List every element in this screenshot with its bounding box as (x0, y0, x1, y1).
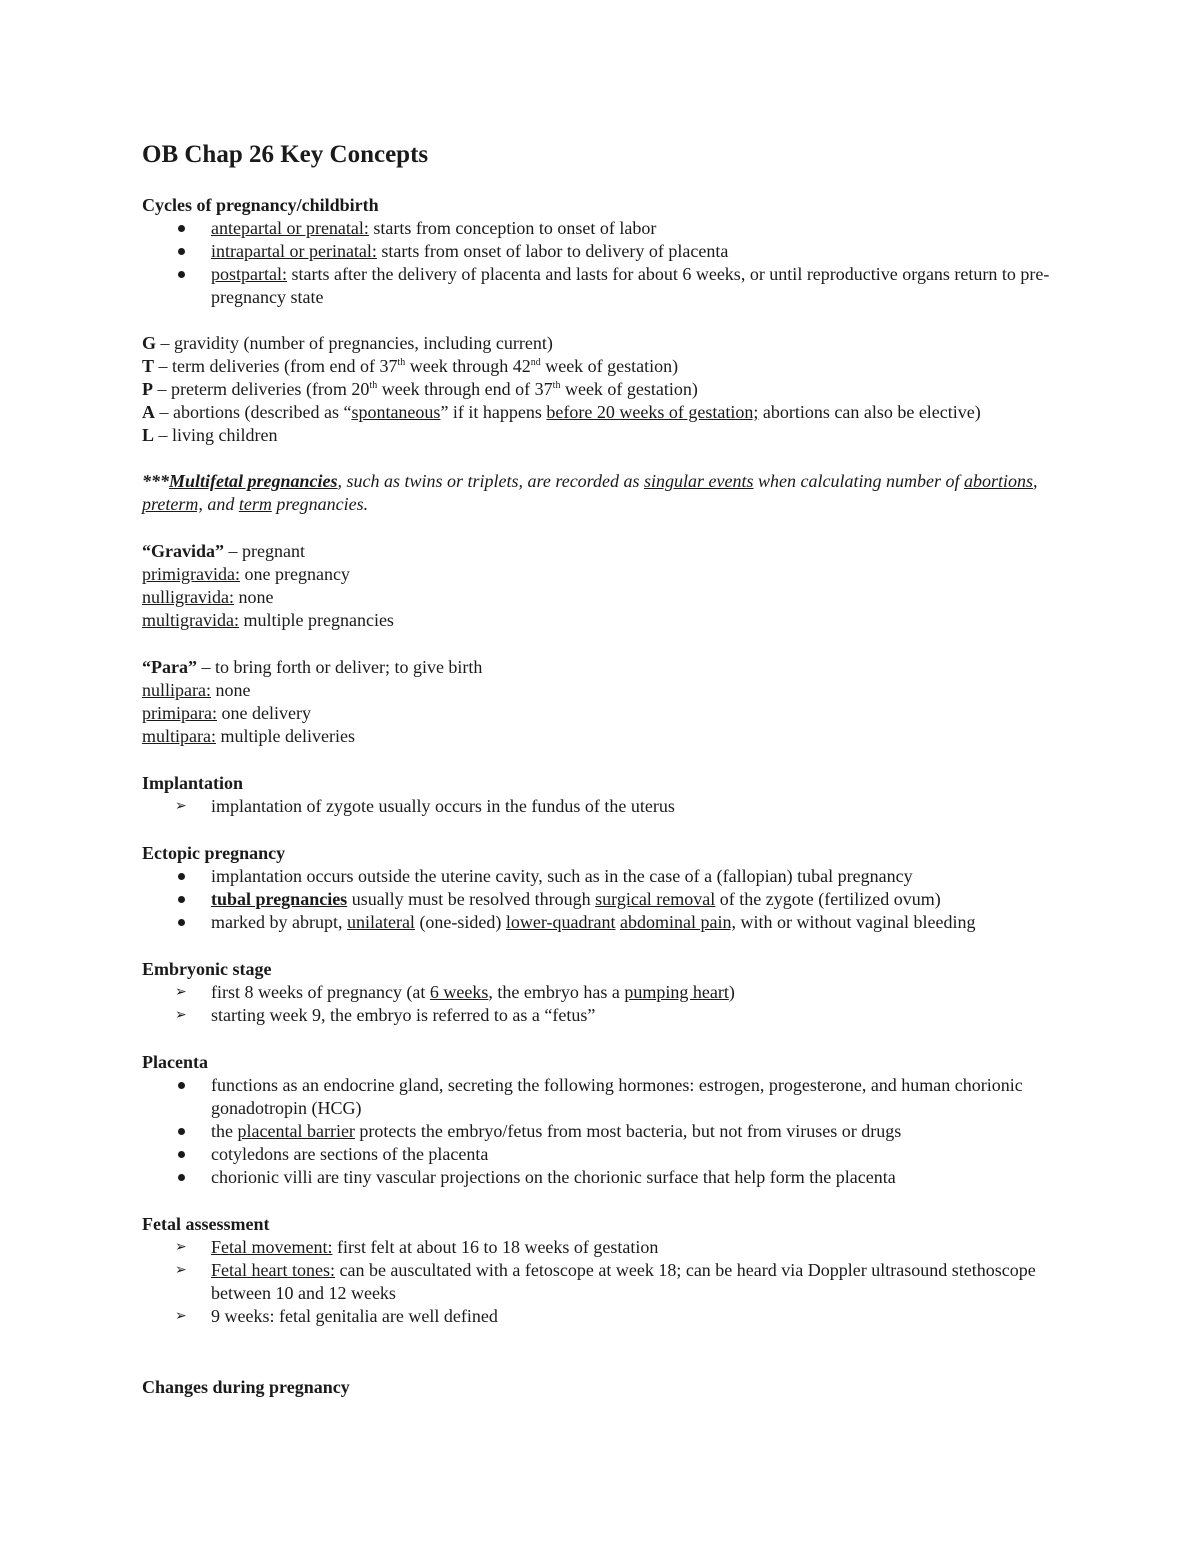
fetal-list (142, 1236, 1082, 1328)
gtpal-a (142, 401, 1082, 424)
term: abortions (964, 471, 1034, 491)
term: term (238, 494, 272, 514)
list-item (142, 865, 1082, 888)
embryonic-list (142, 981, 1082, 1027)
text: , (1033, 471, 1038, 491)
text: – pregnant (224, 541, 305, 561)
term: primipara: (142, 703, 217, 723)
definition: multiple deliveries (215, 726, 355, 746)
heading: “Gravida” (142, 541, 225, 561)
superscript: th (552, 380, 561, 391)
text: functions as an endocrine gland, secreting the following hormones: estrogen, progesterone, and human chorionic gonadotropin (HCG) (211, 1075, 1023, 1118)
document-page (142, 140, 1082, 1399)
term: surgical removal (595, 889, 716, 909)
gtpal-l (142, 424, 1082, 447)
list-item (142, 1120, 1082, 1143)
term: unilateral (346, 912, 415, 932)
superscript: th (397, 357, 406, 368)
text: with or without vaginal bleeding (735, 912, 976, 932)
definition: one pregnancy (239, 564, 350, 584)
gtpal-g (142, 332, 1082, 355)
letter: L (142, 425, 155, 445)
text: – preterm deliveries (from 20 (153, 379, 370, 399)
text: and (202, 494, 239, 514)
term: lower-quadrant (505, 912, 616, 932)
term: intrapartal or perinatal: (211, 241, 377, 261)
text: implantation of zygote usually occurs in the fundus of the uterus (211, 796, 675, 816)
list-item (142, 1004, 1082, 1027)
term: multigravida: (142, 610, 239, 630)
arrow-bullet-icon: ➢ (175, 1239, 187, 1255)
text: ) (728, 982, 735, 1002)
text: week of gestation) (560, 379, 698, 399)
definition: none (233, 587, 274, 607)
definition: starts from onset of labor to delivery of placenta (376, 241, 729, 261)
list-item (142, 1166, 1082, 1189)
term: postpartal: (211, 264, 287, 284)
list-item (142, 263, 1082, 309)
placenta-list (142, 1074, 1082, 1189)
superscript: th (369, 380, 378, 391)
definition: multiple pregnancies (238, 610, 394, 630)
heading: “Para” (142, 657, 197, 677)
text: week of gestation) (540, 356, 679, 376)
list-item (142, 1236, 1082, 1259)
term: abdominal pain, (620, 912, 736, 932)
text: the (211, 1121, 238, 1141)
text: 9 weeks: fetal genitalia are well defined (211, 1306, 498, 1326)
term: Fetal heart tones: (211, 1260, 335, 1280)
ectopic-heading: Ectopic pregnancy (142, 843, 286, 863)
list-item (142, 981, 1082, 1004)
arrow-bullet-icon: ➢ (175, 1007, 187, 1023)
text: marked by abrupt, (211, 912, 347, 932)
stars: *** (142, 471, 169, 491)
term: multipara: (142, 726, 216, 746)
list-item (142, 217, 1082, 240)
text: implantation occurs outside the uterine cavity, such as in the case of a (fallopian) tubal pregnancy (211, 866, 913, 886)
arrow-bullet-icon: ➢ (175, 1308, 187, 1324)
text: of the zygote (fertilized ovum) (715, 889, 941, 909)
text: week through 42 (405, 356, 531, 376)
gtpal-p (142, 378, 1082, 401)
cycles-list (142, 217, 1082, 309)
definition: one delivery (216, 703, 311, 723)
text: chorionic villi are tiny vascular projections on the chorionic surface that help form the placenta (211, 1167, 896, 1187)
definition: starts from conception to onset of labor (368, 218, 657, 238)
para-row (142, 725, 1082, 748)
text: week through end of 37 (377, 379, 553, 399)
text: starting week 9, the embryo is referred to as a “fetus” (211, 1005, 596, 1025)
embryonic-heading: Embryonic stage (142, 959, 272, 979)
gtpal-t (142, 355, 1082, 378)
definition: – living children (154, 425, 278, 445)
list-item (142, 888, 1082, 911)
term: preterm, (142, 494, 203, 514)
text: can be auscultated with a fetoscope at week 18; can be heard via Doppler ultrasound stethoscope between 10 and 12 weeks (211, 1260, 1036, 1303)
text: cotyledons are sections of the placenta (211, 1144, 489, 1164)
arrow-bullet-icon: ➢ (175, 798, 187, 814)
term: pumping heart (624, 982, 729, 1002)
text: ” if it happens (440, 402, 547, 422)
text: , the embryo has a (488, 982, 625, 1002)
term: before 20 weeks of gestation; (546, 402, 759, 422)
text: – term deliveries (from end of 37 (154, 356, 398, 376)
list-item (142, 1259, 1082, 1305)
text: (one-sided) (414, 912, 506, 932)
gravida-heading (142, 540, 1082, 563)
text: when calculating number of (753, 471, 964, 491)
letter: T (142, 356, 155, 376)
list-item (142, 1305, 1082, 1328)
letter: A (142, 402, 155, 422)
list-item (142, 911, 1082, 934)
para-heading (142, 656, 1082, 679)
superscript: nd (530, 357, 541, 368)
letter: P (142, 379, 153, 399)
term: singular events (644, 471, 754, 491)
term: nulligravida: (142, 587, 234, 607)
list-item (142, 1074, 1082, 1120)
text: pregnancies. (271, 494, 369, 514)
text: , such as twins or triplets, are recorded as (337, 471, 645, 491)
placenta-heading: Placenta (142, 1052, 208, 1072)
changes-heading: Changes during pregnancy (142, 1377, 350, 1397)
list-item (142, 795, 1082, 818)
term: Fetal movement: (211, 1237, 333, 1257)
text: usually must be resolved through (347, 889, 596, 909)
text: first felt at about 16 to 18 weeks of gestation (332, 1237, 659, 1257)
text: – abortions (described as “ (155, 402, 352, 422)
term: 6 weeks (429, 982, 489, 1002)
gravida-row (142, 609, 1082, 632)
gravida-row (142, 586, 1082, 609)
arrow-bullet-icon: ➢ (175, 1262, 187, 1278)
term: antepartal or prenatal: (211, 218, 369, 238)
text: protects the embryo/fetus from most bacteria, but not from viruses or drugs (354, 1121, 902, 1141)
para-row (142, 702, 1082, 725)
definition: – gravidity (number of pregnancies, including current) (156, 333, 553, 353)
text: first 8 weeks of pregnancy (at (211, 982, 430, 1002)
page-title: OB Chap 26 Key Concepts (142, 141, 429, 168)
term: primigravida: (142, 564, 240, 584)
text: – to bring forth or deliver; to give birth (196, 657, 483, 677)
ectopic-list (142, 865, 1082, 934)
arrow-bullet-icon: ➢ (175, 984, 187, 1000)
definition: none (210, 680, 251, 700)
list-item (142, 240, 1082, 263)
definition: starts after the delivery of placenta and lasts for about 6 weeks, or until reproductive organs return to pre-pregnancy state (211, 264, 1050, 307)
multifetal-note (142, 470, 1082, 516)
gravida-row (142, 563, 1082, 586)
list-item (142, 1143, 1082, 1166)
text: abortions can also be elective) (758, 402, 981, 422)
implantation-list (142, 795, 1082, 818)
term: nullipara: (142, 680, 211, 700)
para-row (142, 679, 1082, 702)
term: spontaneous (351, 402, 441, 422)
fetal-heading: Fetal assessment (142, 1214, 270, 1234)
term: tubal pregnancies (211, 889, 348, 909)
term: Multifetal pregnancies (169, 471, 338, 491)
letter: G (142, 333, 157, 353)
cycles-heading: Cycles of pregnancy/childbirth (142, 195, 379, 215)
term: placental barrier (237, 1121, 355, 1141)
implantation-heading: Implantation (142, 773, 244, 793)
